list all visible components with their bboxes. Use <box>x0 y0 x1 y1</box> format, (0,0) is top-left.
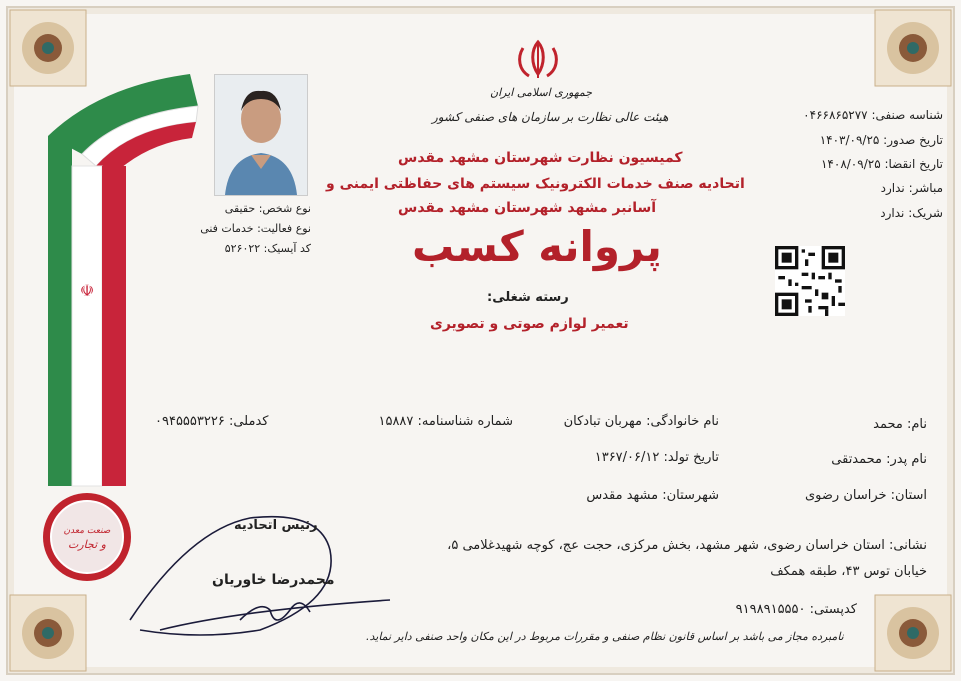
direct-manager: مباشر: ندارد <box>880 181 943 195</box>
iran-emblem-icon <box>513 38 563 82</box>
person-photo-icon <box>215 75 307 195</box>
commission-title: کمیسیون نظارت شهرستان مشهد مقدس <box>398 150 683 166</box>
person-type: نوع شخص: حقیقی <box>224 202 311 215</box>
family-name: نام خانوادگی: مهربان تبادکان <box>563 414 719 429</box>
svg-text:صنعت معدن: صنعت معدن <box>63 526 111 536</box>
board-title: هیئت عالی نظارت بر سازمان های صنفی کشور <box>432 110 669 124</box>
trade-value: تعمیر لوازم صوتی و تصویری <box>430 316 629 332</box>
issue-date: تاریخ صدور: ۱۴۰۳/۰۹/۲۵ <box>819 133 943 147</box>
guild-id: شناسه صنفی: ۰۴۶۶۸۶۵۲۷۷ <box>803 108 943 122</box>
holder-photo <box>214 74 308 196</box>
signatory-role: رئیس اتحادیه <box>234 518 318 533</box>
license-title: پروانه کسب <box>412 222 662 271</box>
ornament-bottom-left-icon <box>8 593 88 673</box>
qr-code-icon <box>775 245 845 317</box>
legal-note: نامبرده مجاز می باشد بر اساس قانون نظام صنفی و مقررات مربوط در این مکان واحد صنفی دایر نماید. <box>366 630 844 643</box>
union-title-line2: آسانبر مشهد شهرستان مشهد مقدس <box>398 200 657 216</box>
expiry-date: تاریخ انقضا: ۱۴۰۸/۰۹/۲۵ <box>820 157 943 171</box>
trade-label: رسته شغلی: <box>487 290 569 305</box>
postal-code: کدپستی: ۹۱۹۸۹۱۵۵۵۰ <box>735 602 857 617</box>
birth-date: تاریخ تولد: ۱۳۶۷/۰۶/۱۲ <box>594 450 719 465</box>
first-name: نام: محمد <box>873 417 927 432</box>
address-line1: نشانی: استان خراسان رضوی، شهر مشهد، بخش مرکزی، حجت عج، کوچه شهیدغلامی ۵، <box>447 538 927 553</box>
union-title-line1: اتحادیه صنف خدمات الکترونیک سیستم های حفاظتی ایمنی و <box>326 176 745 192</box>
id-number: شماره شناسنامه: ۱۵۸۸۷ <box>378 414 513 429</box>
signatory-name: محمدرضا خاوریان <box>212 572 335 588</box>
national-code: کدملی: ۰۹۴۵۵۵۳۲۲۶ <box>155 414 269 429</box>
father-name: نام پدر: محمدتقی <box>831 452 927 467</box>
address-line2: خیابان توس ۴۳، طبقه همکف <box>770 564 927 579</box>
republic-title: جمهوری اسلامی ایران <box>490 86 593 99</box>
ornament-bottom-right-icon <box>873 593 953 673</box>
flag-ribbon-icon <box>40 66 200 496</box>
isic-code: کد آیسیک: ۵۲۶۰۲۲ <box>224 242 311 255</box>
partner: شریک: ندارد <box>880 206 943 220</box>
province: استان: خراسان رضوی <box>804 488 927 503</box>
svg-text:☫: ☫ <box>79 281 95 300</box>
activity-type: نوع فعالیت: خدمات فنی <box>200 222 311 235</box>
city: شهرستان: مشهد مقدس <box>586 488 719 503</box>
ornament-top-right-icon <box>873 8 953 88</box>
svg-text:و تجارت: و تجارت <box>68 538 106 551</box>
